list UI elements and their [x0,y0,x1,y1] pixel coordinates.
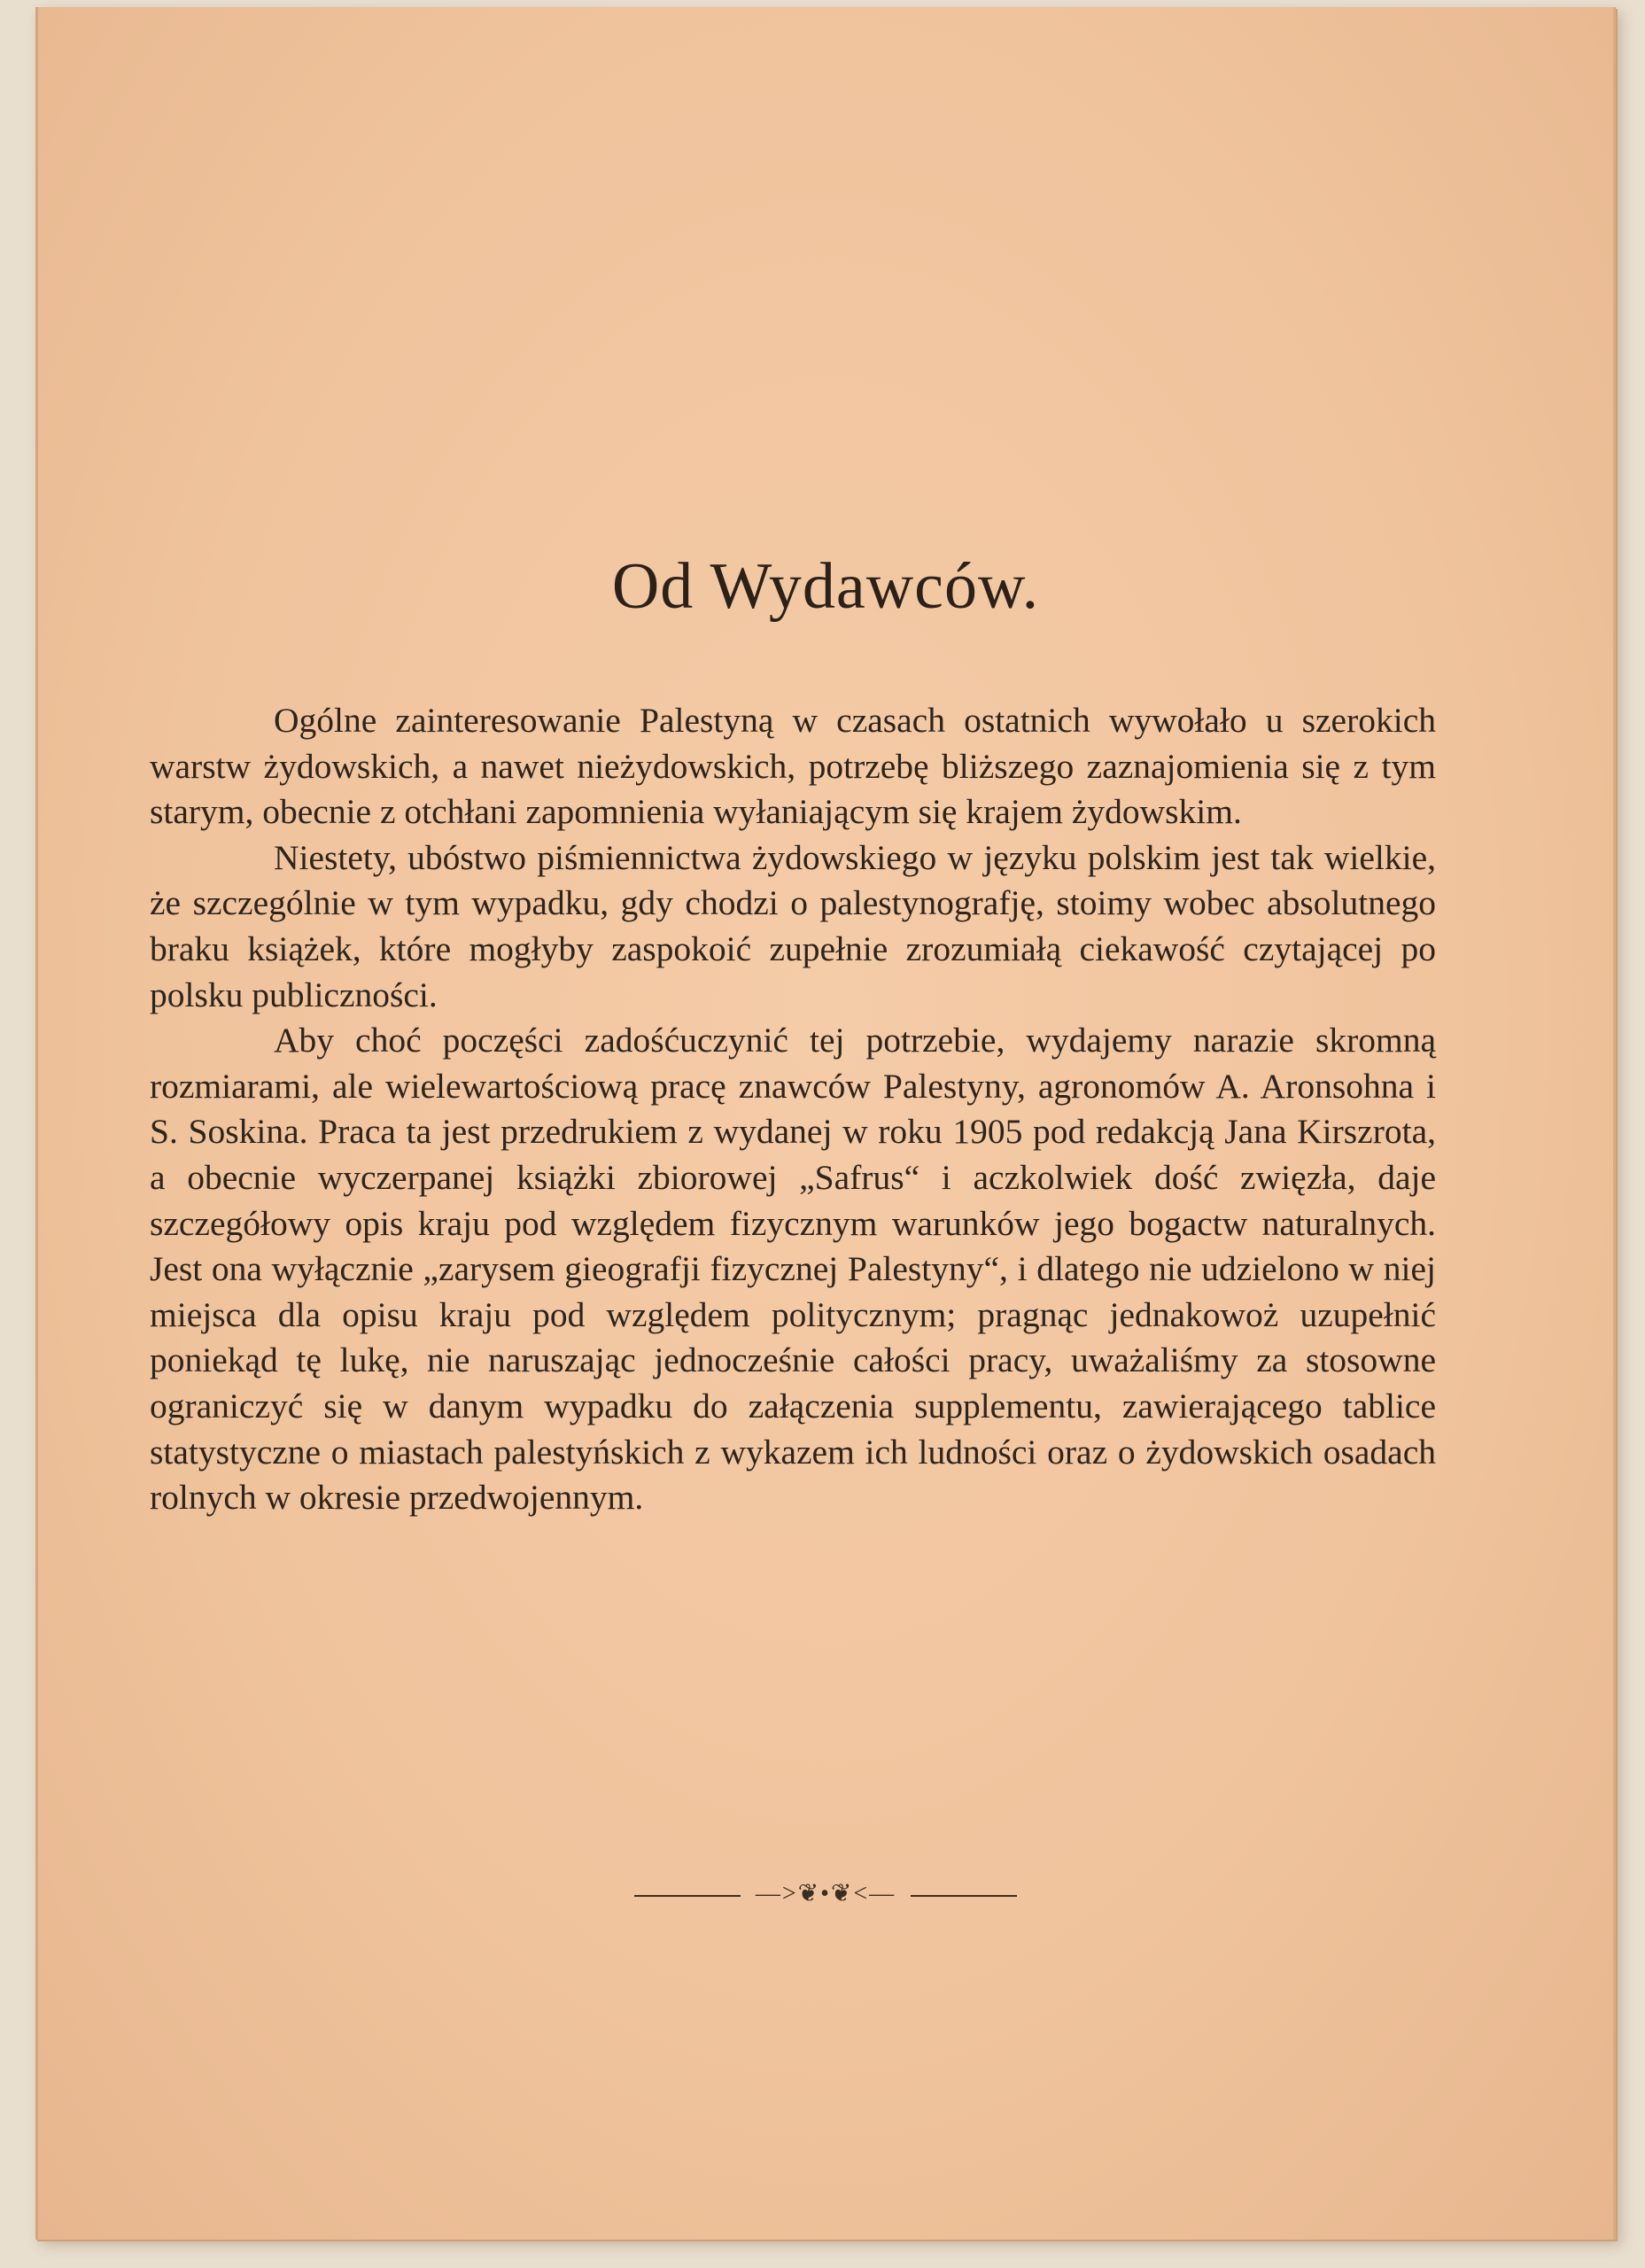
document-page [35,7,1616,2240]
ornament-line-right [911,1895,1017,1897]
paragraph-1: Ogólne zainteresowanie Palestyną w czasach ostatnich wywołało u szerokich warstw żydowskich, a nawet nieżydowskich, potrzebę bliższego zaznajomienia się z tym starym, obecnie z otchłani zapomnienia wyłaniającym się krajem żydowskim. [150,701,1436,832]
paragraph-3: Aby choć poczęści zadośćuczynić tej potrzebie, wydajemy narazie skromną rozmiarami, ale wielewartościową pracę znawców Palestyny, agronomów A. Aronsohna i S. Soskina. Praca ta jest przedrukiem z wydanej w roku 1905 pod redakcją Jana Kirszrota, a obecnie wyczerpanej książki zbiorowej „Safrus“ i aczkolwiek dość zwięzła, daje szczegółowy opis kraju pod względem fizycznym warunków jego bogactw naturalnych. Jest ona wyłącznie „zarysem gieografji fizycznej Palestyny“, i dlatego nie udzielono w niej miejsca dla opisu kraju pod względem politycznym; pragnąc jednakowoż uzupełnić poniekąd tę lukę, nie naruszając jednocześnie całości pracy, uważaliśmy za stosowne ograniczyć się w danym wypadku do załączenia supplementu, zawierającego tablice statystyczne o miastach palestyńskich z wykazem ich ludności oraz o żydowskich osadach rolnych w okresie przedwojennym. [150,1021,1436,1518]
page-title: Od Wydawców. [611,550,1040,623]
paragraph-2: Niestety, ubóstwo piśmiennictwa żydowskiego w języku polskim jest tak wielkie, że szczególnie w tym wypadku, gdy chodzi o palestynografję, stoimy wobec absolutnego braku książek, które mogłyby zaspokoić zupełnie zrozumiałą ciekawość czytającej po polsku publiczności. [150,837,1436,1014]
ornament-glyph: —>❦•❦<— [755,1880,896,1907]
ornament-line-left [634,1895,741,1897]
decorative-ornament [38,1878,1613,1908]
body-text [150,698,1436,1521]
